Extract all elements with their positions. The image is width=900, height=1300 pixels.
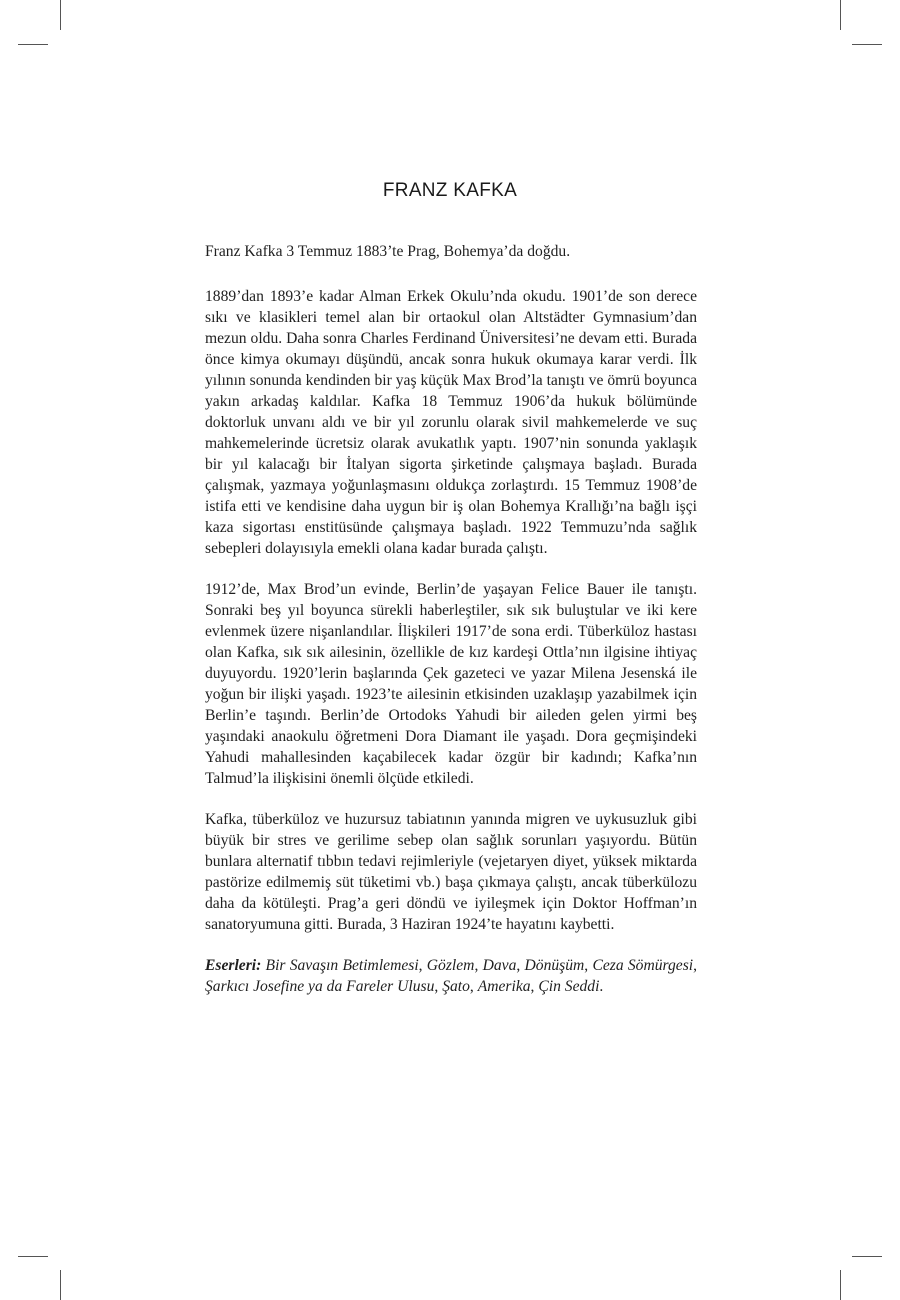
crop-mark	[840, 1270, 841, 1300]
work-title: Dava	[482, 957, 517, 974]
biography-text	[205, 241, 697, 1017]
paragraph-relationships: 1912’de, Max Brod’un evinde, Berlin’de yaşayan Felice Bauer ile tanıştı. Sonraki beş yıl boyunca sürekli haberleştiler, sık sık buluştular ve iki kere evlenmek üzere nişanlandılar. İlişkileri 1917’de sona erdi. Tüberküloz hastası olan Kafka, sık sık ailesinin, özellikle de kız kardeşi Ottla’nın ilgisine ihtiyaç duyuyordu. 1920’lerin başlarında Çek gazeteci ve yazar Milena Jesenská ile yoğun bir ilişki yaşadı. 1923’te ailesinin etkisinden uzaklaşıp yazabilmek için Berlin’e taşındı. Berlin’de Ortodoks Yahudi bir aileden gelen yirmi beş yaşındaki anaokulu öğretmeni Dora Diamant ile yaşadı. Dora geçmişindeki Yahudi mahallesinden kaçabilecek kadar özgür bir kadındı; Kafka’nın Talmud’la ilişkisini önemli ölçüde etkiledi.	[205, 581, 697, 787]
crop-mark	[18, 1256, 48, 1257]
work-title: Ceza Sömürgesi	[592, 957, 694, 974]
works-separator: ,	[418, 957, 427, 974]
paragraph-illness: Kafka, tüberküloz ve huzursuz tabiatının yanında migren ve uykusuzluk gibi büyük bir stres ve gerilime sebep olan sağlık sorunları yaşıyordu. Bütün bunlara alternatif tıbbın tedavi rejimleriyle (vejetaryen diyet, yüksek miktarda pastörize edilmemiş süt tüketimi vb.) başa çıkmaya çalıştı, ancak tüberkülozu daha da kötüleşti. Prag’a geri döndü ve iyileşmek için Doktor Hoffman’ın sanatoryumuna gitti. Burada, 3 Haziran 1924’te hayatını kaybetti.	[205, 811, 697, 933]
paragraph-birth: Franz Kafka 3 Temmuz 1883’te Prag, Bohemya’da doğdu.	[205, 243, 571, 260]
work-title: Çin Seddi	[538, 978, 600, 995]
crop-mark	[18, 44, 48, 45]
work-title: Şarkıcı Josefine ya da Fareler Ulusu	[205, 978, 435, 995]
work-title: Şato	[442, 978, 470, 995]
crop-mark	[60, 1270, 61, 1300]
works-separator: ,	[693, 957, 698, 974]
page-title: FRANZ KAFKA	[382, 180, 518, 201]
works-separator: ,	[469, 978, 478, 995]
work-title: Amerika	[477, 978, 531, 995]
crop-mark	[840, 0, 841, 30]
works-separator: .	[599, 978, 604, 995]
work-title: Gözlem	[426, 957, 475, 974]
works-separator: ,	[474, 957, 483, 974]
work-title: Dönüşüm	[524, 957, 585, 974]
works-list	[205, 955, 697, 997]
works-separator: ,	[516, 957, 525, 974]
works-separator: ,	[530, 978, 539, 995]
works-separator: ,	[584, 957, 593, 974]
works-titles	[205, 957, 697, 995]
crop-mark	[60, 0, 61, 30]
crop-mark	[852, 1256, 882, 1257]
paragraph-education: 1889’dan 1893’e kadar Alman Erkek Okulu’nda okudu. 1901’de son derece sıkı ve klasikleri temel alan bir ortaokul olan Altstädter Gymnasium’dan mezun oldu. Daha sonra Charles Ferdinand Üniversitesi’ne devam etti. Burada önce kimya okumayı düşündü, ancak sonra hukuk okumaya karar verdi. İlk yılının sonunda kendinden bir yaş küçük Max Brod’la tanıştı ve ömrü boyunca yakın arkadaş kaldılar. Kafka 18 Temmuz 1906’da hukuk bölümünde doktorluk unvanı aldı ve bir yıl zorunlu olarak sivil mahkemelerde ve suç mahkemelerinde ücretsiz olarak avukatlık yaptı. 1907’nin sonunda yaklaşık bir yıl kalacağı bir İtalyan sigorta şirketinde çalışmaya başladı. Burada çalışmak, yazmaya yoğunlaşmasını oldukça zorlaştırdı. 15 Temmuz 1908’de istifa etti ve kendisine daha uygun bir iş olan Bohemya Krallığı’na bağlı işçi kaza sigortası enstitüsünde çalışmaya başladı. 1922 Temmuzu’nda sağlık sebepleri dolayısıyla emekli olana kadar burada çalıştı.	[205, 288, 697, 557]
crop-mark	[852, 44, 882, 45]
works-separator: ,	[434, 978, 443, 995]
work-title: Bir Savaşın Betimlemesi	[265, 957, 419, 974]
works-label: Eserleri:	[205, 957, 262, 974]
